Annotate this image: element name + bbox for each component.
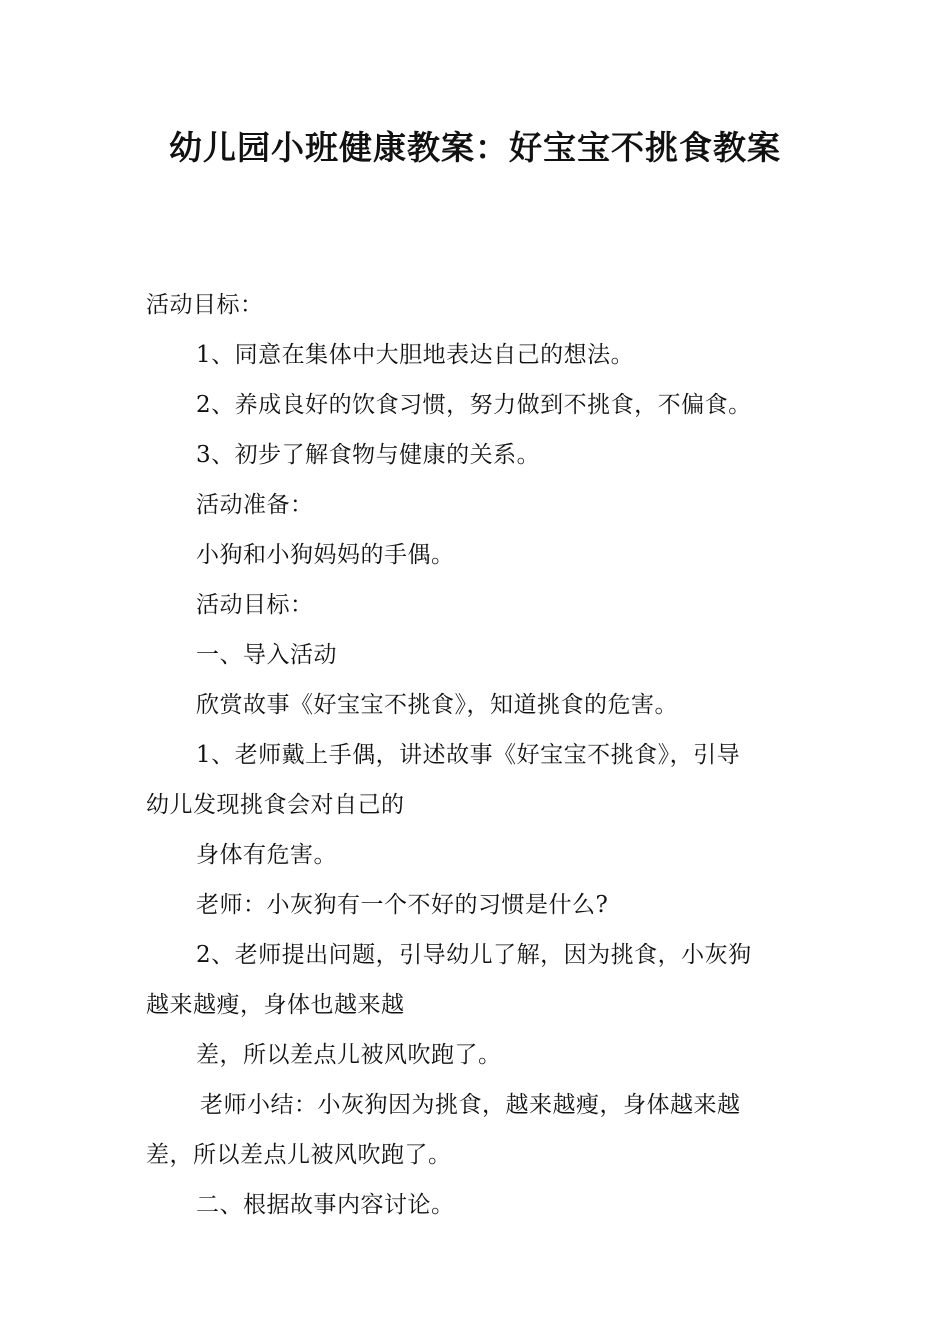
goal-item-3: 3、初步了解食物与健康的关系。 bbox=[196, 442, 541, 468]
step-1-line-1: 1、老师戴上手偶，讲述故事《好宝宝不挑食》，引导 bbox=[196, 742, 741, 768]
goal-item-1: 1、同意在集体中大胆地表达自己的想法。 bbox=[196, 342, 635, 368]
document-body bbox=[146, 280, 810, 1230]
goal-item-2: 2、养成良好的饮食习惯，努力做到不挑食，不偏食。 bbox=[196, 392, 752, 418]
step-2-line-1: 2、老师提出问题，引导幼儿了解，因为挑食，小灰狗 bbox=[196, 942, 752, 968]
section-heading-preparation: 活动准备： bbox=[196, 492, 314, 518]
step-1-line-2: 幼儿发现挑食会对自己的 bbox=[146, 792, 405, 818]
paragraph-story: 欣赏故事《好宝宝不挑食》，知道挑食的危害。 bbox=[196, 692, 678, 718]
section-heading-goals-2: 活动目标： bbox=[196, 592, 314, 618]
part-heading-2: 二、根据故事内容讨论。 bbox=[196, 1192, 455, 1218]
document-title: 幼儿园小班健康教案：好宝宝不挑食教案 bbox=[169, 128, 781, 167]
section-heading-goals: 活动目标： bbox=[146, 292, 264, 318]
step-2-line-2: 越来越瘦，身体也越来越 bbox=[146, 992, 405, 1018]
teacher-summary-line-2: 差，所以差点儿被风吹跑了。 bbox=[146, 1142, 452, 1168]
part-heading-1: 一、导入活动 bbox=[196, 642, 337, 668]
teacher-question: 老师：小灰狗有一个不好的习惯是什么? bbox=[196, 892, 609, 918]
step-1-line-3: 身体有危害。 bbox=[196, 842, 337, 868]
teacher-summary-line-1: 老师小结：小灰狗因为挑食，越来越瘦，身体越来越 bbox=[200, 1092, 741, 1118]
step-2-line-3: 差，所以差点儿被风吹跑了。 bbox=[196, 1042, 502, 1068]
preparation-text: 小狗和小狗妈妈的手偶。 bbox=[196, 542, 455, 568]
